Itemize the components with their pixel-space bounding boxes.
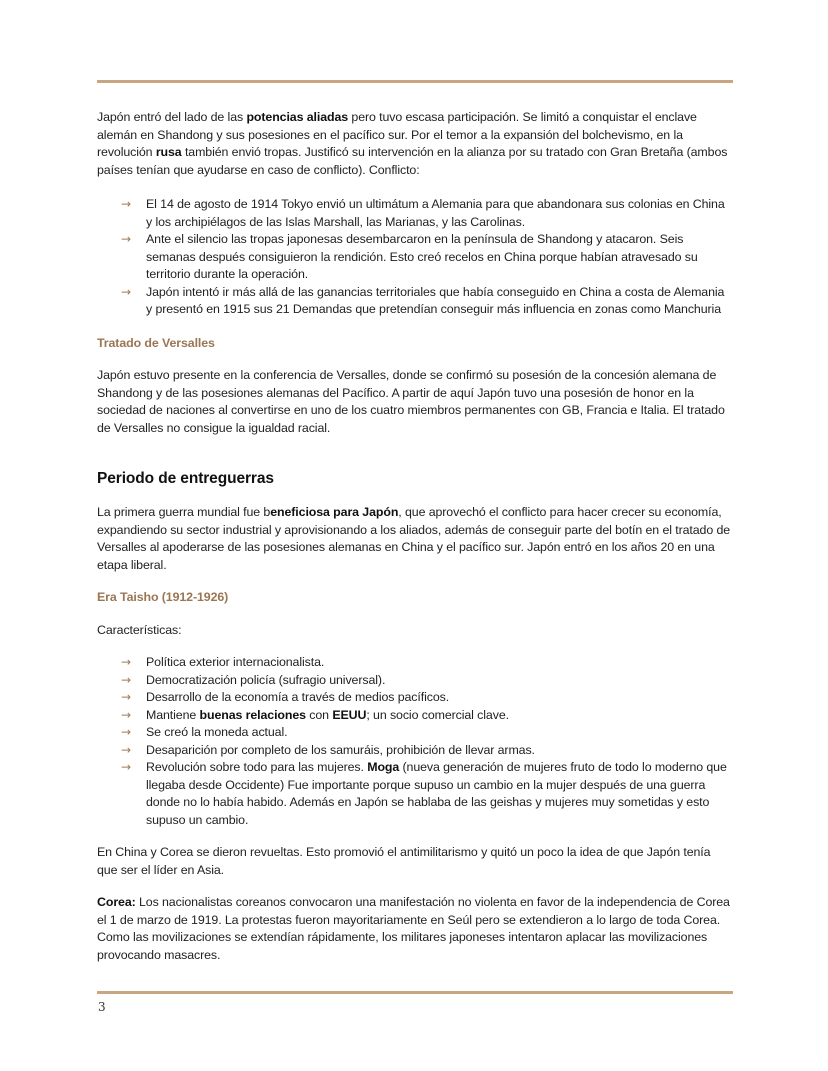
arrow-right-icon: →: [121, 197, 131, 211]
section-heading-entreguerras: Periodo de entreguerras: [97, 470, 274, 487]
versalles-paragraph: Japón estuvo presente en la conferencia de Versalles, donde se confirmó su posesión de la concesión alemana de Shandong y de las posesiones alemanas del Pacífico. A partir de aquí Japón tuvo una posesión de honor en la sociedad de naciones al convertirse en uno de los cuatro miembros permanentes con GB, Francia e Italia. El tratado de Versalles no consigue la igualdad racial.: [97, 368, 725, 435]
arrow-right-icon: →: [121, 232, 131, 246]
bold-eeuu: EEUU: [332, 707, 367, 722]
bold-potencias-aliadas: potencias aliadas: [246, 110, 349, 124]
bold-moga: Moga: [367, 760, 400, 774]
taisho-intro: Características:: [97, 622, 182, 637]
page-number: 3: [98, 1000, 106, 1014]
arrow-right-icon: →: [121, 690, 131, 704]
header-rule: [97, 80, 733, 83]
entreguerras-paragraph: La primera guerra mundial fue beneficiosa para Japón, que aprovechó el conflicto para hacer crecer su economía, expandiendo su sector industrial y aprovisionando a los aliados, además de conseguir parte del botín en el tratado de Versalles al apoderarse de las posesiones alemanas en China y el pacífico sur. Japón entró en los años 20 en una etapa liberal.: [97, 505, 731, 572]
list-item: → Ante el silencio las tropas japonesas desembarcaron en la península de Shandong y atacaron. Seis semanas después consiguieron la rendición. Esto creó recelos en China porque habían atravesado su territorio durante la operación.: [121, 232, 698, 281]
revueltas-paragraph: En China y Corea se dieron revueltas. Esto promovió el antimilitarismo y quitó un poco la idea de que Japón tenía que ser el líder en Asia.: [97, 845, 711, 877]
list-item: → Política exterior internacionalista.: [97, 654, 733, 672]
list-item: → El 14 de agosto de 1914 Tokyo envió un ultimátum a Alemania para que abandonara sus colonias en China y los archipiélagos de las Islas Marshall, las Marianas, y las Carolinas.: [121, 197, 725, 229]
intro-paragraph: Japón entró del lado de las potencias aliadas pero tuvo escasa participación. Se limitó a conquistar el enclave alemán en Shandong y sus posesiones en el pacífico sur. Por el temor a la expansión del bolchevismo, en la revolución rusa también envió tropas. Justificó su intervención en la alianza por su tratado con Gran Bretaña (ambos países tenían que ayudarse en caso de conflicto). Conflicto:: [97, 110, 728, 177]
bold-corea-label: Corea:: [97, 895, 136, 909]
page-content: [97, 109, 733, 964]
list-item: → Revolución sobre todo para las mujeres. Moga (nueva generación de mujeres fruto de todo lo moderno que llegaba desde Occidente) Fue importante porque supuso un cambio en la mujer después de una guerra donde no lo había habido. Además en Japón se hablaba de las geishas y mujeres muy sometidas y esto supuso un cambio.: [121, 760, 727, 827]
bold-beneficiosa: eneficiosa para Japón: [270, 505, 399, 519]
arrow-right-icon: →: [121, 284, 131, 299]
list-item: → Desaparición por completo de los samuráis, prohibición de llevar armas.: [97, 742, 733, 760]
conflict-list: [97, 196, 733, 319]
arrow-right-icon: →: [121, 742, 131, 757]
subheading-taisho: Era Taisho (1912-1926): [97, 590, 229, 604]
subheading-versalles: Tratado de Versalles: [97, 335, 215, 350]
arrow-right-icon: →: [121, 707, 131, 722]
arrow-right-icon: →: [121, 760, 131, 774]
arrow-right-icon: →: [121, 672, 131, 687]
list-item: → Democratización policía (sufragio universal).: [97, 672, 733, 690]
list-item: → Mantiene buenas relaciones con EEUU; un socio comercial clave.: [97, 707, 733, 725]
bold-rusa: rusa: [155, 145, 182, 159]
list-item: → Se creó la moneda actual.: [97, 724, 733, 742]
arrow-right-icon: →: [121, 655, 131, 669]
footer-rule: [97, 991, 733, 994]
corea-paragraph: Corea: Los nacionalistas coreanos convocaron una manifestación no violenta en favor de la independencia de Corea el 1 de marzo de 1919. La protestas fueron mayoritariamente en Seúl pero se extendieron a lo largo de toda Corea. Como las movilizaciones se extendían rápidamente, los militares japoneses intentaron aplacar las movilizaciones provocando masacres.: [97, 895, 730, 962]
taisho-list: [97, 654, 733, 829]
list-item: → Japón intentó ir más allá de las ganancias territoriales que había conseguido en China a costa de Alemania y presentó en 1915 sus 21 Demandas que pretendían conseguir más influencia en zonas como Manchuria: [121, 284, 725, 316]
bold-buenas-relaciones: buenas relaciones: [199, 707, 306, 722]
arrow-right-icon: →: [121, 725, 131, 739]
list-item: → Desarrollo de la economía a través de medios pacíficos.: [97, 689, 733, 707]
